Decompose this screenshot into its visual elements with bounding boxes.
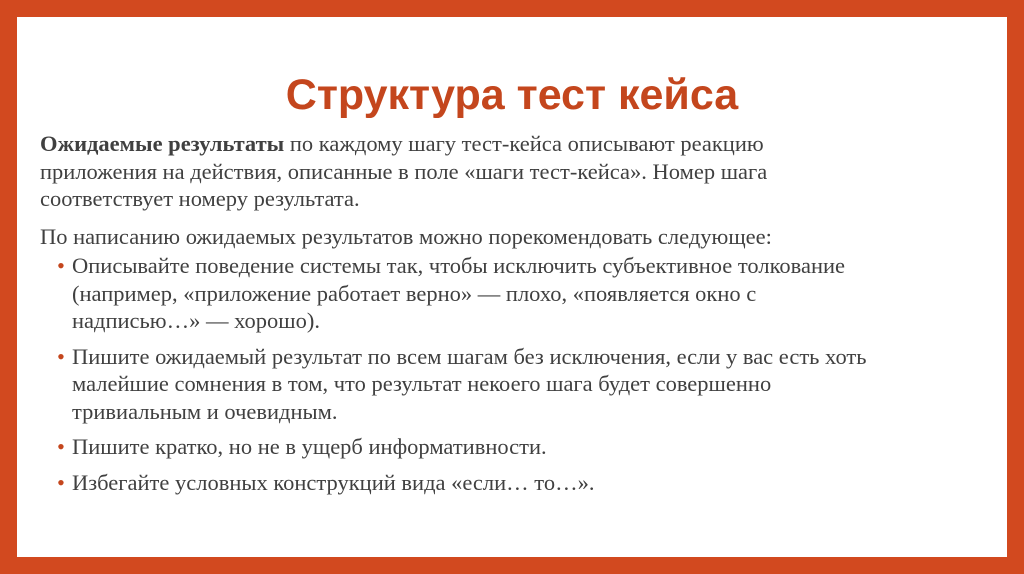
bullet-1-line-3: надписью…» — хорошо).: [72, 308, 320, 333]
bullet-4-line-1: Избегайте условных конструкций вида «если… то…».: [72, 469, 595, 495]
bullet-text: [72, 469, 990, 497]
intro-line-3: соответствует номеру результата.: [40, 186, 360, 211]
recommendation-lead: По написанию ожидаемых результатов можно порекомендовать следующее:: [40, 223, 772, 249]
bullet-1-line-1: Описывайте поведение системы так, чтобы исключить субъективное толкование: [72, 253, 846, 278]
bullet-icon: •: [57, 253, 65, 278]
intro-paragraph: [40, 130, 890, 213]
bullet-1-line-2: (например, «приложение работает верно» — плохо, «появляется окно с: [72, 280, 757, 306]
list-item: [40, 469, 990, 497]
list-item: [40, 343, 990, 426]
slide: [17, 17, 1007, 557]
bullet-3-line-1: Пишите кратко, но не в ущерб информативности.: [72, 434, 547, 459]
bullet-text: [72, 433, 990, 461]
bullet-text: [72, 252, 990, 335]
intro-line-1: по каждому шагу тест-кейса описывают реакцию: [284, 131, 764, 156]
list-item: [40, 252, 990, 335]
slide-title: Структура тест кейса: [285, 71, 739, 119]
bullet-icon: •: [57, 434, 65, 459]
bullet-icon: •: [57, 343, 65, 369]
bullet-2-line-3: тривиальным и очевидным.: [72, 398, 338, 424]
bullet-2-line-1: Пишите ожидаемый результат по всем шагам без исключения, если у вас есть хоть: [72, 343, 867, 369]
slide-content: [40, 130, 990, 504]
intro-bold-term: Ожидаемые результаты: [40, 131, 285, 156]
bullet-2-line-2: малейшие сомнения в том, что результат некоего шага будет совершенно: [72, 371, 772, 396]
intro-line-2: приложения на действия, описанные в поле «шаги тест-кейса». Номер шага: [40, 158, 768, 184]
list-item: [40, 433, 990, 461]
bullet-text: [72, 343, 990, 426]
bullet-list: [40, 252, 990, 496]
bullet-icon: •: [57, 469, 65, 495]
